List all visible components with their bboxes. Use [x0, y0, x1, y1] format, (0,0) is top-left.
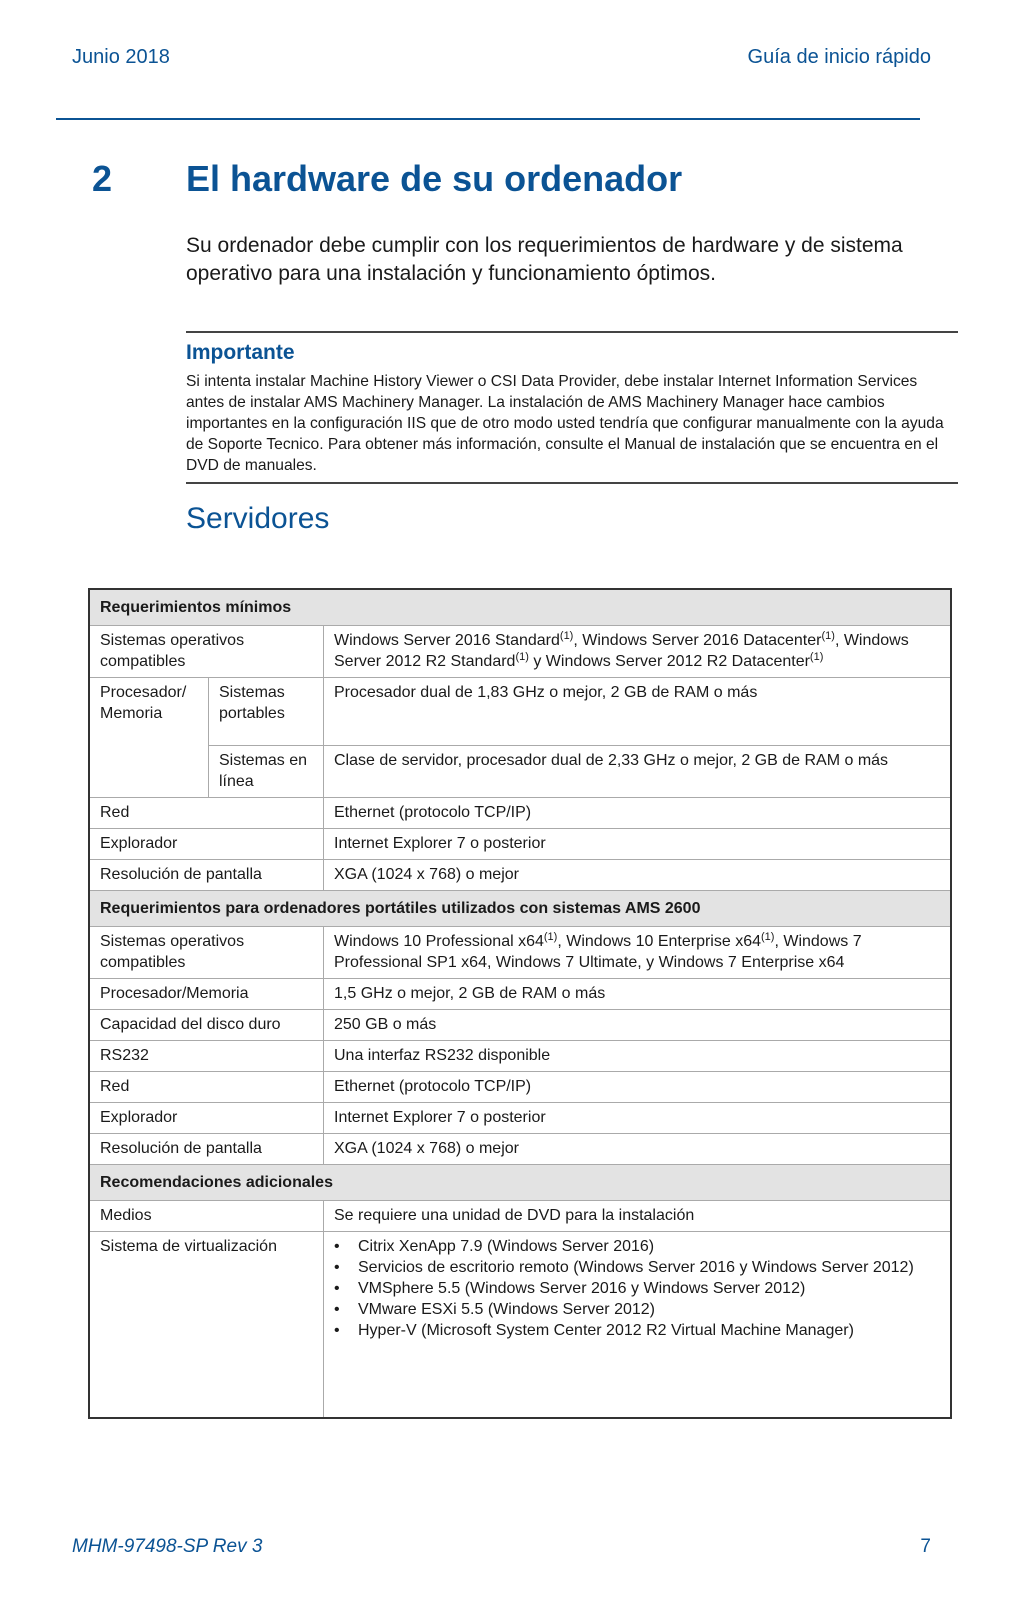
row-sublabel: Sistemas portables [209, 678, 324, 746]
table-row [89, 678, 951, 746]
row-value: Ethernet (protocolo TCP/IP) [324, 798, 952, 829]
table-row [89, 746, 951, 798]
table-row [89, 1134, 951, 1165]
row-label: Medios [89, 1201, 324, 1232]
table-row [89, 927, 951, 979]
table-row [89, 1232, 951, 1419]
section-intro: Su ordenador debe cumplir con los requerimientos de hardware y de sistema operativo para una instalación y funcionamiento óptimos. [186, 234, 903, 285]
table-row [89, 1072, 951, 1103]
list-item: • Hyper-V (Microsoft System Center 2012 R2 Virtual Machine Manager) [358, 1320, 940, 1341]
table-row [89, 1010, 951, 1041]
row-value: Una interfaz RS232 disponible [324, 1041, 952, 1072]
list-item: • Servicios de escritorio remoto (Windows Server 2016 y Windows Server 2012) [358, 1257, 940, 1278]
row-label: Red [89, 798, 324, 829]
important-text: Si intenta instalar Machine History Viewer o CSI Data Provider, debe instalar Internet Information Services antes de instalar AMS Machinery Manager. La instalación de AMS Machinery Manager hace cambios importantes en la configuración IIS que de otro modo usted tendría que configurar manualmente con la ayuda de Soporte Tecnico. Para obtener más información, consulte el Manual de instalación que se encuentra en el DVD de manuales. [186, 373, 944, 474]
header-divider [56, 118, 920, 120]
section-number: 2 [92, 158, 113, 199]
row-label: Capacidad del disco duro [89, 1010, 324, 1041]
row-value: Windows Server 2016 Standard$^{(1)}$, Windows Server 2016 Datacenter$^{(1)}$, Windows Server 2012 R2 Standard$^{(1)}$ y Windows Server 2012 R2 Datacenter$^{(1)}$ [324, 626, 952, 678]
row-label: Resolución de pantalla [89, 860, 324, 891]
list-item: • VMware ESXi 5.5 (Windows Server 2012) [358, 1299, 940, 1320]
table-row [89, 1041, 951, 1072]
row-label: Red [89, 1072, 324, 1103]
important-notice [186, 331, 958, 484]
row-value: XGA (1024 x 768) o mejor [324, 860, 952, 891]
table-section-header [89, 1165, 951, 1201]
row-sublabel: Sistemas en línea [209, 746, 324, 798]
row-label: Sistema de virtualización [89, 1232, 324, 1419]
row-value: Procesador dual de 1,83 GHz o mejor, 2 GB de RAM o más [324, 678, 952, 746]
laptop-requirements-header: Requerimientos para ordenadores portátiles utilizados con sistemas AMS 2600 [89, 891, 951, 927]
servers-heading: Servidores [186, 502, 330, 535]
row-value: 1,5 GHz o mejor, 2 GB de RAM o más [324, 979, 952, 1010]
footer-page-number: 7 [920, 1536, 931, 1557]
row-value: Internet Explorer 7 o posterior [324, 829, 952, 860]
row-label: RS232 [89, 1041, 324, 1072]
table-row [89, 829, 951, 860]
important-title: Importante [186, 341, 295, 364]
requirements-table [88, 588, 952, 1419]
row-label: Sistemas operativos compatibles [89, 927, 324, 979]
table-section-header [89, 589, 951, 626]
row-value: Se requiere una unidad de DVD para la instalación [324, 1201, 952, 1232]
table-section-header [89, 891, 951, 927]
row-value [324, 1232, 952, 1419]
row-label: Explorador [89, 829, 324, 860]
row-value: 250 GB o más [324, 1010, 952, 1041]
section-title: El hardware de su ordenador [186, 158, 683, 199]
header-doc-title: Guía de inicio rápido [747, 46, 931, 68]
header-date: Junio 2018 [72, 46, 170, 68]
table-row [89, 979, 951, 1010]
footer-doc-number: MHM-97498-SP Rev 3 [72, 1536, 263, 1557]
table-row [89, 798, 951, 829]
min-requirements-header: Requerimientos mínimos [89, 589, 951, 626]
additional-recommendations-header: Recomendaciones adicionales [89, 1165, 951, 1201]
row-label: Resolución de pantalla [89, 1134, 324, 1165]
table-row [89, 1103, 951, 1134]
row-value: Clase de servidor, procesador dual de 2,33 GHz o mejor, 2 GB de RAM o más [324, 746, 952, 798]
row-value: Windows 10 Professional x64$^{(1)}$, Windows 10 Enterprise x64$^{(1)}$, Windows 7 Professional SP1 x64, Windows 7 Ultimate, y Windows 7 Enterprise x64 [324, 927, 952, 979]
row-label: Sistemas operativos compatibles [89, 626, 324, 678]
row-value: XGA (1024 x 768) o mejor [324, 1134, 952, 1165]
table-row [89, 1201, 951, 1232]
row-value: Internet Explorer 7 o posterior [324, 1103, 952, 1134]
row-label: Procesador/Memoria [89, 979, 324, 1010]
virtualization-list [334, 1236, 940, 1341]
list-item: • VMSphere 5.5 (Windows Server 2016 y Windows Server 2012) [358, 1278, 940, 1299]
row-label: Explorador [89, 1103, 324, 1134]
table-row [89, 860, 951, 891]
row-value: Ethernet (protocolo TCP/IP) [324, 1072, 952, 1103]
table-row [89, 626, 951, 678]
list-item: • Citrix XenApp 7.9 (Windows Server 2016) [358, 1236, 940, 1257]
row-label: Procesador/ Memoria [89, 678, 209, 798]
